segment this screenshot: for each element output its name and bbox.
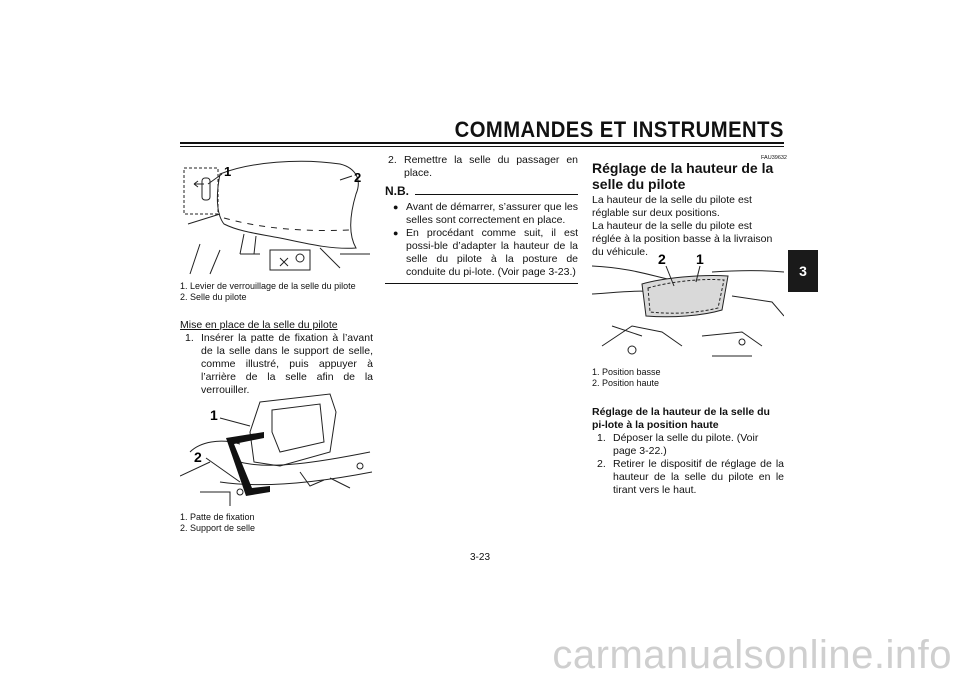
section-code: FAU39632 xyxy=(761,155,787,161)
subheading: Mise en place de la selle du pilote xyxy=(180,319,338,331)
note-title: N.B. xyxy=(385,184,409,198)
step-number: 2. xyxy=(597,458,606,470)
figure-seat-lock-lever xyxy=(180,154,376,276)
callout-2: 2 xyxy=(194,449,202,465)
figure-seat-bracket xyxy=(180,392,376,510)
step-text: Déposer la selle du pilote. (Voir page 3-22.) xyxy=(613,432,759,457)
note-bullet xyxy=(393,227,578,279)
callout-2: 2 xyxy=(354,170,362,185)
callout-1: 1 xyxy=(696,251,704,267)
step-list xyxy=(597,432,784,497)
caption-line: 2. Position haute xyxy=(592,378,660,388)
step-number: 1. xyxy=(597,432,606,444)
caption-line: 2. Support de selle xyxy=(180,523,256,533)
step-number: 2. xyxy=(388,154,397,166)
bullet-icon: ● xyxy=(393,202,399,212)
step-item xyxy=(185,332,373,397)
header-rule xyxy=(180,146,784,147)
figure-caption xyxy=(180,281,356,303)
note-bullets xyxy=(385,201,578,279)
note-bullet xyxy=(393,201,578,227)
page-number: 3-23 xyxy=(469,552,490,563)
paragraph: La hauteur de la selle du pilote est réglée à la position basse à la livraison du véhicule. xyxy=(592,220,773,258)
step-text: Retirer le dispositif de réglage de la hauteur de la selle du pilote en le tirant vers le haut. xyxy=(613,458,784,496)
step-item xyxy=(597,432,784,458)
bullet-icon: ● xyxy=(393,228,399,238)
section-title: Réglage de la hauteur de la selle du pilote xyxy=(592,160,774,192)
step-number: 1. xyxy=(185,332,194,344)
bracket-illustration xyxy=(180,392,376,510)
step-text: Remettre la selle du passager en place. xyxy=(404,154,578,179)
figure-caption xyxy=(592,367,661,389)
figure-caption xyxy=(180,512,255,534)
caption-line: 1. Levier de verrouillage de la selle du pilote xyxy=(180,281,356,291)
bullet-text: Avant de démarrer, s’assurer que les selles sont correctement en place. xyxy=(406,201,578,226)
note-box xyxy=(385,184,578,284)
page-header-title: COMMANDES ET INSTRUMENTS xyxy=(454,117,784,142)
bullet-text: En procédant comme suit, il est possi-ble d’adapter la hauteur de la selle du pilote à la posture de conduite du pi-lote. (Voir page 3-23.) xyxy=(406,227,578,278)
callout-1: 1 xyxy=(224,164,232,179)
note-top-rule xyxy=(415,194,578,195)
figure-seat-height xyxy=(592,246,784,364)
callout-1: 1 xyxy=(210,407,218,423)
caption-line: 1. Patte de fixation xyxy=(180,512,255,522)
seat-height-illustration xyxy=(592,246,784,364)
chapter-tab: 3 xyxy=(788,250,818,292)
paragraph: La hauteur de la selle du pilote est réglable sur deux positions. xyxy=(592,194,752,219)
subheading: Réglage de la hauteur de la selle du pi-lote à la position haute xyxy=(592,406,770,431)
seat-illustration xyxy=(180,154,376,276)
step-list xyxy=(185,332,373,397)
note-bottom-rule xyxy=(385,283,578,284)
header-rule xyxy=(180,142,784,144)
step-list xyxy=(388,154,578,180)
step-item xyxy=(388,154,578,180)
watermark: carmanualsonline.info xyxy=(552,633,952,677)
callout-2: 2 xyxy=(658,251,666,267)
caption-line: 2. Selle du pilote xyxy=(180,292,247,302)
caption-line: 1. Position basse xyxy=(592,367,661,377)
step-item xyxy=(597,458,784,497)
step-text: Insérer la patte de fixation à l’avant de la selle dans le support de selle, comme illustré, puis appuyer à l’arrière de la selle afin de la verrouiller. xyxy=(201,332,373,396)
